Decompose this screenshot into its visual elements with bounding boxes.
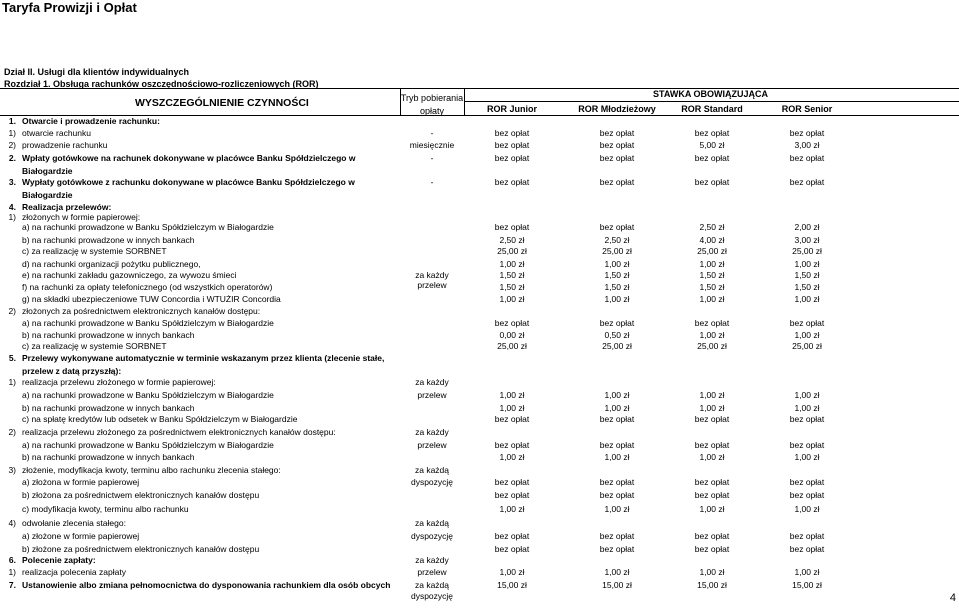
subsection-heading: Rozdział 1. Obsługa rachunków oszczędnościowo-rozliczeniowych (ROR) <box>4 79 319 89</box>
row-value: bez opłat <box>789 440 825 450</box>
row-label: otwarcie rachunku <box>22 128 91 138</box>
document-title: Taryfa Prowizji i Opłat <box>2 0 137 15</box>
row-number: 1. <box>8 116 16 126</box>
row-value: 15,00 zł <box>697 580 727 590</box>
row-tryb: za każdą <box>414 518 450 528</box>
row-value: 15,00 zł <box>497 580 527 590</box>
row-label: prowadzenie rachunku <box>22 140 108 150</box>
row-label: e) na rachunki zakładu gazowniczego, za wywozu śmieci <box>22 270 237 280</box>
row-value: 15,00 zł <box>792 580 822 590</box>
row-value: bez opłat <box>789 490 825 500</box>
row-value: bez opłat <box>694 477 730 487</box>
row-value: 1,50 zł <box>604 270 630 280</box>
row-number: 2. <box>8 153 16 163</box>
row-value: bez opłat <box>599 177 635 187</box>
row-value: 1,00 zł <box>499 294 525 304</box>
row-value: 25,00 zł <box>497 246 527 256</box>
row-value: 25,00 zł <box>497 341 527 351</box>
row-value: 1,50 zł <box>794 282 820 292</box>
row-value: 1,00 zł <box>604 294 630 304</box>
row-value: bez opłat <box>494 531 530 541</box>
row-value: 25,00 zł <box>697 341 727 351</box>
row-value: 1,00 zł <box>699 567 725 577</box>
row-tryb: za każdy przelew <box>415 270 449 290</box>
row-number: 5. <box>8 353 16 363</box>
row-label: odwołanie zlecenia stałego: <box>22 518 126 528</box>
page-number: 4 <box>949 592 956 604</box>
row-label: Otwarcie i prowadzenie rachunku: <box>22 116 160 126</box>
row-tryb: za każdy <box>415 377 449 387</box>
header-divider <box>464 88 465 115</box>
row-label: b) na rachunki prowadzone w innych bankach <box>22 403 195 413</box>
row-value: 25,00 zł <box>602 341 632 351</box>
row-value: 1,00 zł <box>604 403 630 413</box>
row-label: a) złożone w formie papierowej <box>22 531 140 541</box>
row-value: 2,00 zł <box>794 222 820 232</box>
row-value: 1,00 zł <box>604 504 630 514</box>
header-mid-line <box>464 101 959 102</box>
row-value: bez opłat <box>494 490 530 500</box>
row-value: bez opłat <box>494 414 530 424</box>
row-tryb: - <box>430 128 434 138</box>
row-label: c) za realizację w systemie SORBNET <box>22 246 167 256</box>
row-value: bez opłat <box>694 177 730 187</box>
row-value: 25,00 zł <box>697 246 727 256</box>
row-value: 25,00 zł <box>792 341 822 351</box>
header-col-standard: ROR Standard <box>681 104 743 114</box>
row-value: 1,00 zł <box>794 390 820 400</box>
row-number: 4) <box>8 518 16 528</box>
row-value: 1,00 zł <box>794 452 820 462</box>
row-label: a) na rachunki prowadzone w Banku Spółdzielczym w Białogardzie <box>22 440 274 450</box>
row-value: 1,50 zł <box>794 270 820 280</box>
row-value: 25,00 zł <box>602 246 632 256</box>
row-number: 2) <box>8 306 16 316</box>
row-value: 1,50 zł <box>699 270 725 280</box>
row-tryb: przelew <box>417 390 447 400</box>
row-value: 1,00 zł <box>499 504 525 514</box>
row-label: b) złożone za pośrednictwem elektronicznych kanałów dostępu <box>22 544 260 554</box>
row-label: Białogardzie <box>22 190 73 200</box>
row-label: b) na rachunki prowadzone w innych bankach <box>22 452 195 462</box>
row-value: 1,00 zł <box>499 452 525 462</box>
row-number: 2) <box>8 427 16 437</box>
row-value: bez opłat <box>694 544 730 554</box>
row-label: przelew z datą przyszłą): <box>22 366 122 376</box>
row-value: 1,00 zł <box>499 259 525 269</box>
row-value: 1,00 zł <box>699 504 725 514</box>
row-label: d) na rachunki organizacji pożytku publicznego, <box>22 259 201 269</box>
row-value: 1,00 zł <box>699 259 725 269</box>
row-label: Ustanowienie albo zmiana pełnomocnictwa do dysponowania rachunkiem dla osób obcych <box>22 580 391 590</box>
row-number: 3) <box>8 465 16 475</box>
row-label: b) na rachunki prowadzone w innych bankach <box>22 235 195 245</box>
row-value: 1,00 zł <box>699 330 725 340</box>
row-value: bez opłat <box>789 153 825 163</box>
section-heading: Dział II. Usługi dla klientów indywidualnych <box>4 67 190 77</box>
row-value: bez opłat <box>789 544 825 554</box>
row-label: c) na spłatę kredytów lub odsetek w Banku Spółdzielczym w Białogardzie <box>22 414 298 424</box>
row-number: 3. <box>8 177 16 187</box>
row-label: złożonych za pośrednictwem elektronicznych kanałów dostępu: <box>22 306 261 316</box>
row-tryb: za każdą <box>414 465 450 475</box>
row-value: bez opłat <box>789 177 825 187</box>
row-value: 4,00 zł <box>699 235 725 245</box>
row-value: 1,00 zł <box>499 403 525 413</box>
row-value: 1,00 zł <box>699 294 725 304</box>
row-value: bez opłat <box>694 414 730 424</box>
row-value: 1,00 zł <box>699 390 725 400</box>
row-value: 1,50 zł <box>499 270 525 280</box>
row-value: 1,00 zł <box>499 567 525 577</box>
row-label: realizacja polecenia zapłaty <box>22 567 126 577</box>
row-value: 2,50 zł <box>604 235 630 245</box>
row-number: 1) <box>8 377 16 387</box>
row-value: bez opłat <box>599 140 635 150</box>
row-value: 1,00 zł <box>699 403 725 413</box>
row-label: b) na rachunki prowadzone w innych bankach <box>22 330 195 340</box>
row-value: 1,00 zł <box>794 504 820 514</box>
row-tryb: przelew <box>417 440 447 450</box>
row-value: bez opłat <box>599 477 635 487</box>
row-label: c) za realizację w systemie SORBNET <box>22 341 167 351</box>
row-value: bez opłat <box>789 128 825 138</box>
row-value: bez opłat <box>694 440 730 450</box>
row-number: 1) <box>8 212 16 222</box>
row-label: realizacja przelewu złożonego w formie papierowej: <box>22 377 216 387</box>
header-stawka: STAWKA OBOWIĄZUJĄCA <box>653 89 768 99</box>
row-label: a) na rachunki prowadzone w Banku Spółdzielczym w Białogardzie <box>22 390 274 400</box>
row-value: 1,00 zł <box>794 259 820 269</box>
row-value: 15,00 zł <box>602 580 632 590</box>
row-tryb: za każdy <box>415 427 449 437</box>
row-label: c) modyfikacja kwoty, terminu albo rachunku <box>22 504 189 514</box>
row-value: 3,00 zł <box>794 140 820 150</box>
row-value: 1,00 zł <box>604 259 630 269</box>
header-top-line <box>0 88 959 89</box>
row-value: 1,00 zł <box>794 403 820 413</box>
row-number: 1) <box>8 128 16 138</box>
row-label: a) na rachunki prowadzone w Banku Spółdzielczym w Białogardzie <box>22 222 274 232</box>
row-label: Wypłaty gotówkowe z rachunku dokonywane w placówce Banku Spółdzielczego w <box>22 177 355 187</box>
row-value: 2,50 zł <box>699 222 725 232</box>
row-value: 1,00 zł <box>499 390 525 400</box>
row-value: 25,00 zł <box>792 246 822 256</box>
row-tryb: dyspozycję <box>410 531 454 541</box>
row-value: bez opłat <box>494 544 530 554</box>
row-tryb: dyspozycję <box>410 477 454 487</box>
row-value: bez opłat <box>494 477 530 487</box>
row-value: bez opłat <box>694 490 730 500</box>
row-number: 4. <box>8 202 16 212</box>
row-value: 1,00 zł <box>794 567 820 577</box>
row-value: bez opłat <box>494 318 530 328</box>
row-label: Wpłaty gotówkowe na rachunek dokonywane w placówce Banku Spółdzielczego w <box>22 153 356 163</box>
row-tryb: dyspozycję <box>410 591 454 601</box>
row-value: 1,00 zł <box>794 294 820 304</box>
row-value: bez opłat <box>494 440 530 450</box>
row-tryb: miesięcznie <box>409 140 455 150</box>
row-value: 1,50 zł <box>604 282 630 292</box>
row-label: realizacja przelewu złożonego za pośrednictwem elektronicznych kanałów dostępu: <box>22 427 336 437</box>
row-value: bez opłat <box>599 128 635 138</box>
header-col-senior: ROR Senior <box>781 104 833 114</box>
row-value: bez opłat <box>494 140 530 150</box>
row-value: 0,50 zł <box>604 330 630 340</box>
row-value: bez opłat <box>694 128 730 138</box>
row-number: 1) <box>8 567 16 577</box>
row-value: bez opłat <box>789 414 825 424</box>
row-value: 1,50 zł <box>699 282 725 292</box>
row-value: bez opłat <box>789 477 825 487</box>
row-label: f) na rachunki za opłaty telefonicznego (od wszystkich operatorów) <box>22 282 273 292</box>
row-label: Białogardzie <box>22 166 73 176</box>
row-label: Polecenie zapłaty: <box>22 555 96 565</box>
row-tryb: - <box>430 153 434 163</box>
row-value: bez opłat <box>599 440 635 450</box>
row-value: bez opłat <box>599 318 635 328</box>
row-value: bez opłat <box>599 222 635 232</box>
row-value: 1,50 zł <box>499 282 525 292</box>
row-number: 7. <box>8 580 16 590</box>
header-col-junior: ROR Junior <box>486 104 537 114</box>
row-value: 5,00 zł <box>699 140 725 150</box>
header-col-mlodziezowy: ROR Młodzieżowy <box>578 104 656 114</box>
row-value: bez opłat <box>694 318 730 328</box>
row-value: bez opłat <box>789 531 825 541</box>
row-value: 1,00 zł <box>699 452 725 462</box>
row-label: Przelewy wykonywane automatycznie w terminie wskazanym przez klienta (zlecenie stałe, <box>22 353 385 363</box>
row-label: b) złożona za pośrednictwem elektronicznych kanałów dostępu <box>22 490 260 500</box>
row-number: 2) <box>8 140 16 150</box>
row-label: g) na składki ubezpieczeniowe TUW Concordia i WTUŻIR Concordia <box>22 294 281 304</box>
header-tryb: Tryb pobierania opłaty <box>400 93 464 116</box>
row-value: bez opłat <box>599 414 635 424</box>
row-value: bez opłat <box>494 177 530 187</box>
row-value: bez opłat <box>599 490 635 500</box>
row-value: 0,00 zł <box>499 330 525 340</box>
row-value: 1,00 zł <box>794 330 820 340</box>
row-value: bez opłat <box>694 531 730 541</box>
row-label: Realizacja przelewów: <box>22 202 112 212</box>
row-tryb: przelew <box>417 567 447 577</box>
row-value: bez opłat <box>694 153 730 163</box>
row-number: 6. <box>8 555 16 565</box>
row-value: bez opłat <box>494 153 530 163</box>
row-value: 2,50 zł <box>499 235 525 245</box>
row-value: 1,00 zł <box>604 567 630 577</box>
row-label: złożenie, modyfikacja kwoty, terminu albo rachunku zlecenia stałego: <box>22 465 281 475</box>
row-value: 1,00 zł <box>604 390 630 400</box>
row-tryb: za każdą <box>414 580 450 590</box>
row-label: złożonych w formie papierowej: <box>22 212 141 222</box>
row-tryb: - <box>430 177 434 187</box>
row-value: bez opłat <box>494 222 530 232</box>
header-divider <box>400 88 401 115</box>
header-name: WYSZCZEGÓLNIENIE CZYNNOŚCI <box>135 97 309 109</box>
row-value: bez opłat <box>599 544 635 554</box>
row-label: a) złożona w formie papierowej <box>22 477 140 487</box>
row-value: bez opłat <box>599 153 635 163</box>
row-value: bez opłat <box>789 318 825 328</box>
row-tryb: za każdy <box>415 555 449 565</box>
row-value: 1,00 zł <box>604 452 630 462</box>
row-value: bez opłat <box>494 128 530 138</box>
row-label: a) na rachunki prowadzone w Banku Spółdzielczym w Białogardzie <box>22 318 274 328</box>
row-value: 3,00 zł <box>794 235 820 245</box>
row-value: bez opłat <box>599 531 635 541</box>
